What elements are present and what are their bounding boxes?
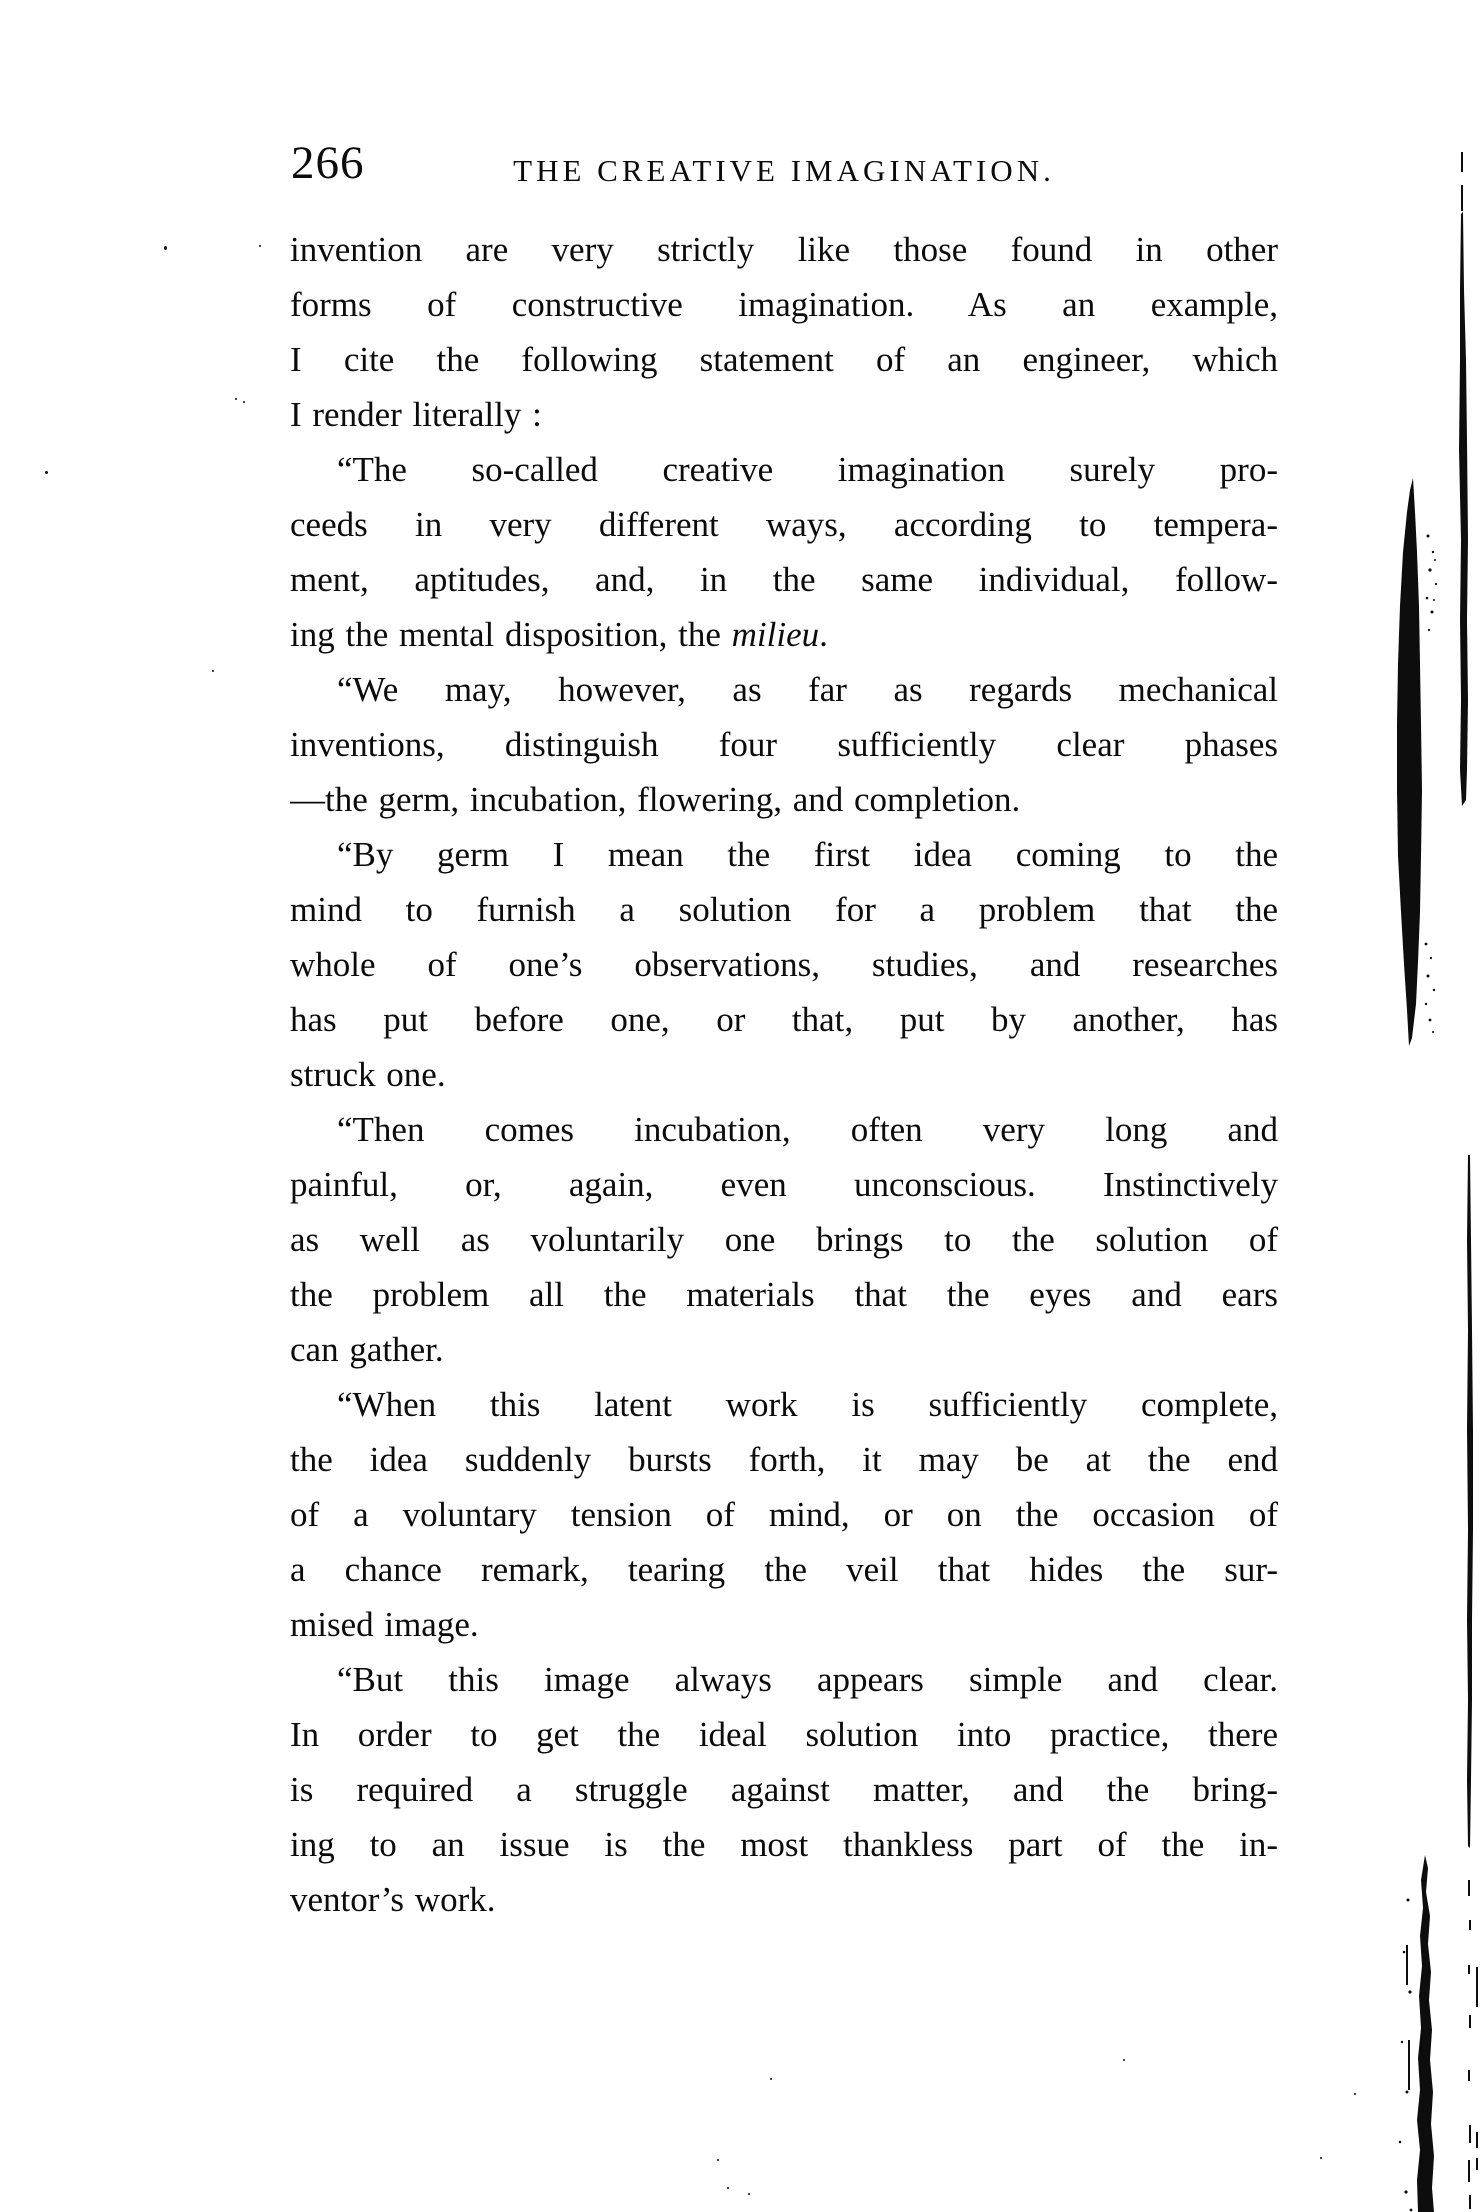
text-line: ventor’s work.	[290, 1880, 496, 1919]
text-line: a chance remark, tearing the veil that hides the sur-	[290, 1550, 1278, 1589]
text-line: “The so-called creative imagination surely pro-	[337, 450, 1278, 489]
text-line: painful, or, again, even unconscious. Instinctively	[290, 1165, 1278, 1204]
text-block	[290, 222, 1278, 1927]
text-line: “Then comes incubation, often very long and	[337, 1110, 1278, 1149]
scan-speck	[717, 2159, 719, 2161]
text-line: the problem all the materials that the eyes and ears	[290, 1275, 1278, 1314]
scan-speck	[748, 2193, 750, 2195]
text-line: —the germ, incubation, flowering, and completion.	[290, 780, 1021, 819]
text-line: mised image.	[290, 1605, 479, 1644]
scan-speck	[212, 670, 214, 672]
scan-speck	[727, 2187, 729, 2189]
text-line: invention are very strictly like those found in other	[290, 230, 1278, 269]
text-line: “We may, however, as far as regards mechanical	[337, 670, 1278, 709]
text-line: I render literally :	[290, 395, 542, 434]
text-line: can gather.	[290, 1330, 444, 1369]
text-line: whole of one’s observations, studies, and researches	[290, 945, 1278, 984]
scan-speck	[164, 246, 167, 250]
text-line: inventions, distinguish four sufficiently clear phases	[290, 725, 1278, 764]
text-segment: .	[819, 615, 828, 654]
text-line: forms of constructive imagination. As an example,	[290, 285, 1278, 324]
text-line: In order to get the ideal solution into practice, there	[290, 1715, 1278, 1754]
text-line: “By germ I mean the first idea coming to the	[337, 835, 1278, 874]
text-line: mind to furnish a solution for a problem that the	[290, 890, 1278, 929]
scan-speck	[259, 245, 261, 247]
scan-artifacts	[1390, 0, 1480, 2212]
text-line	[290, 607, 1278, 662]
scan-speck	[1320, 2157, 1322, 2159]
text-line: struck one.	[290, 1055, 446, 1094]
scan-speck	[1123, 2059, 1125, 2061]
page-number: 266	[291, 137, 365, 189]
text-line: has put before one, or that, put by another, has	[290, 1000, 1278, 1039]
running-head: THE CREATIVE IMAGINATION.	[513, 153, 1055, 188]
scan-speck	[235, 398, 237, 400]
scan-speck	[243, 401, 245, 403]
text-line: is required a struggle against matter, and the bring-	[290, 1770, 1278, 1809]
scan-speck	[45, 471, 48, 474]
text-line: I cite the following statement of an engineer, which	[290, 340, 1278, 379]
text-line: “When this latent work is sufficiently complete,	[337, 1385, 1278, 1424]
text-segment: ing the mental disposition, the	[290, 615, 732, 654]
text-line: “But this image always appears simple and clear.	[337, 1660, 1278, 1699]
text-line: ment, aptitudes, and, in the same individual, follow-	[290, 560, 1278, 599]
text-line: ing to an issue is the most thankless part of the in-	[290, 1825, 1278, 1864]
scan-speck	[1354, 2093, 1356, 2095]
italic-text: milieu	[731, 615, 820, 654]
text-line: of a voluntary tension of mind, or on the occasion of	[290, 1495, 1278, 1534]
text-line: the idea suddenly bursts forth, it may be at the end	[290, 1440, 1278, 1479]
text-line: ceeds in very different ways, according to tempera-	[290, 505, 1278, 544]
scan-speck	[770, 2078, 772, 2080]
text-line: as well as voluntarily one brings to the solution of	[290, 1220, 1278, 1259]
